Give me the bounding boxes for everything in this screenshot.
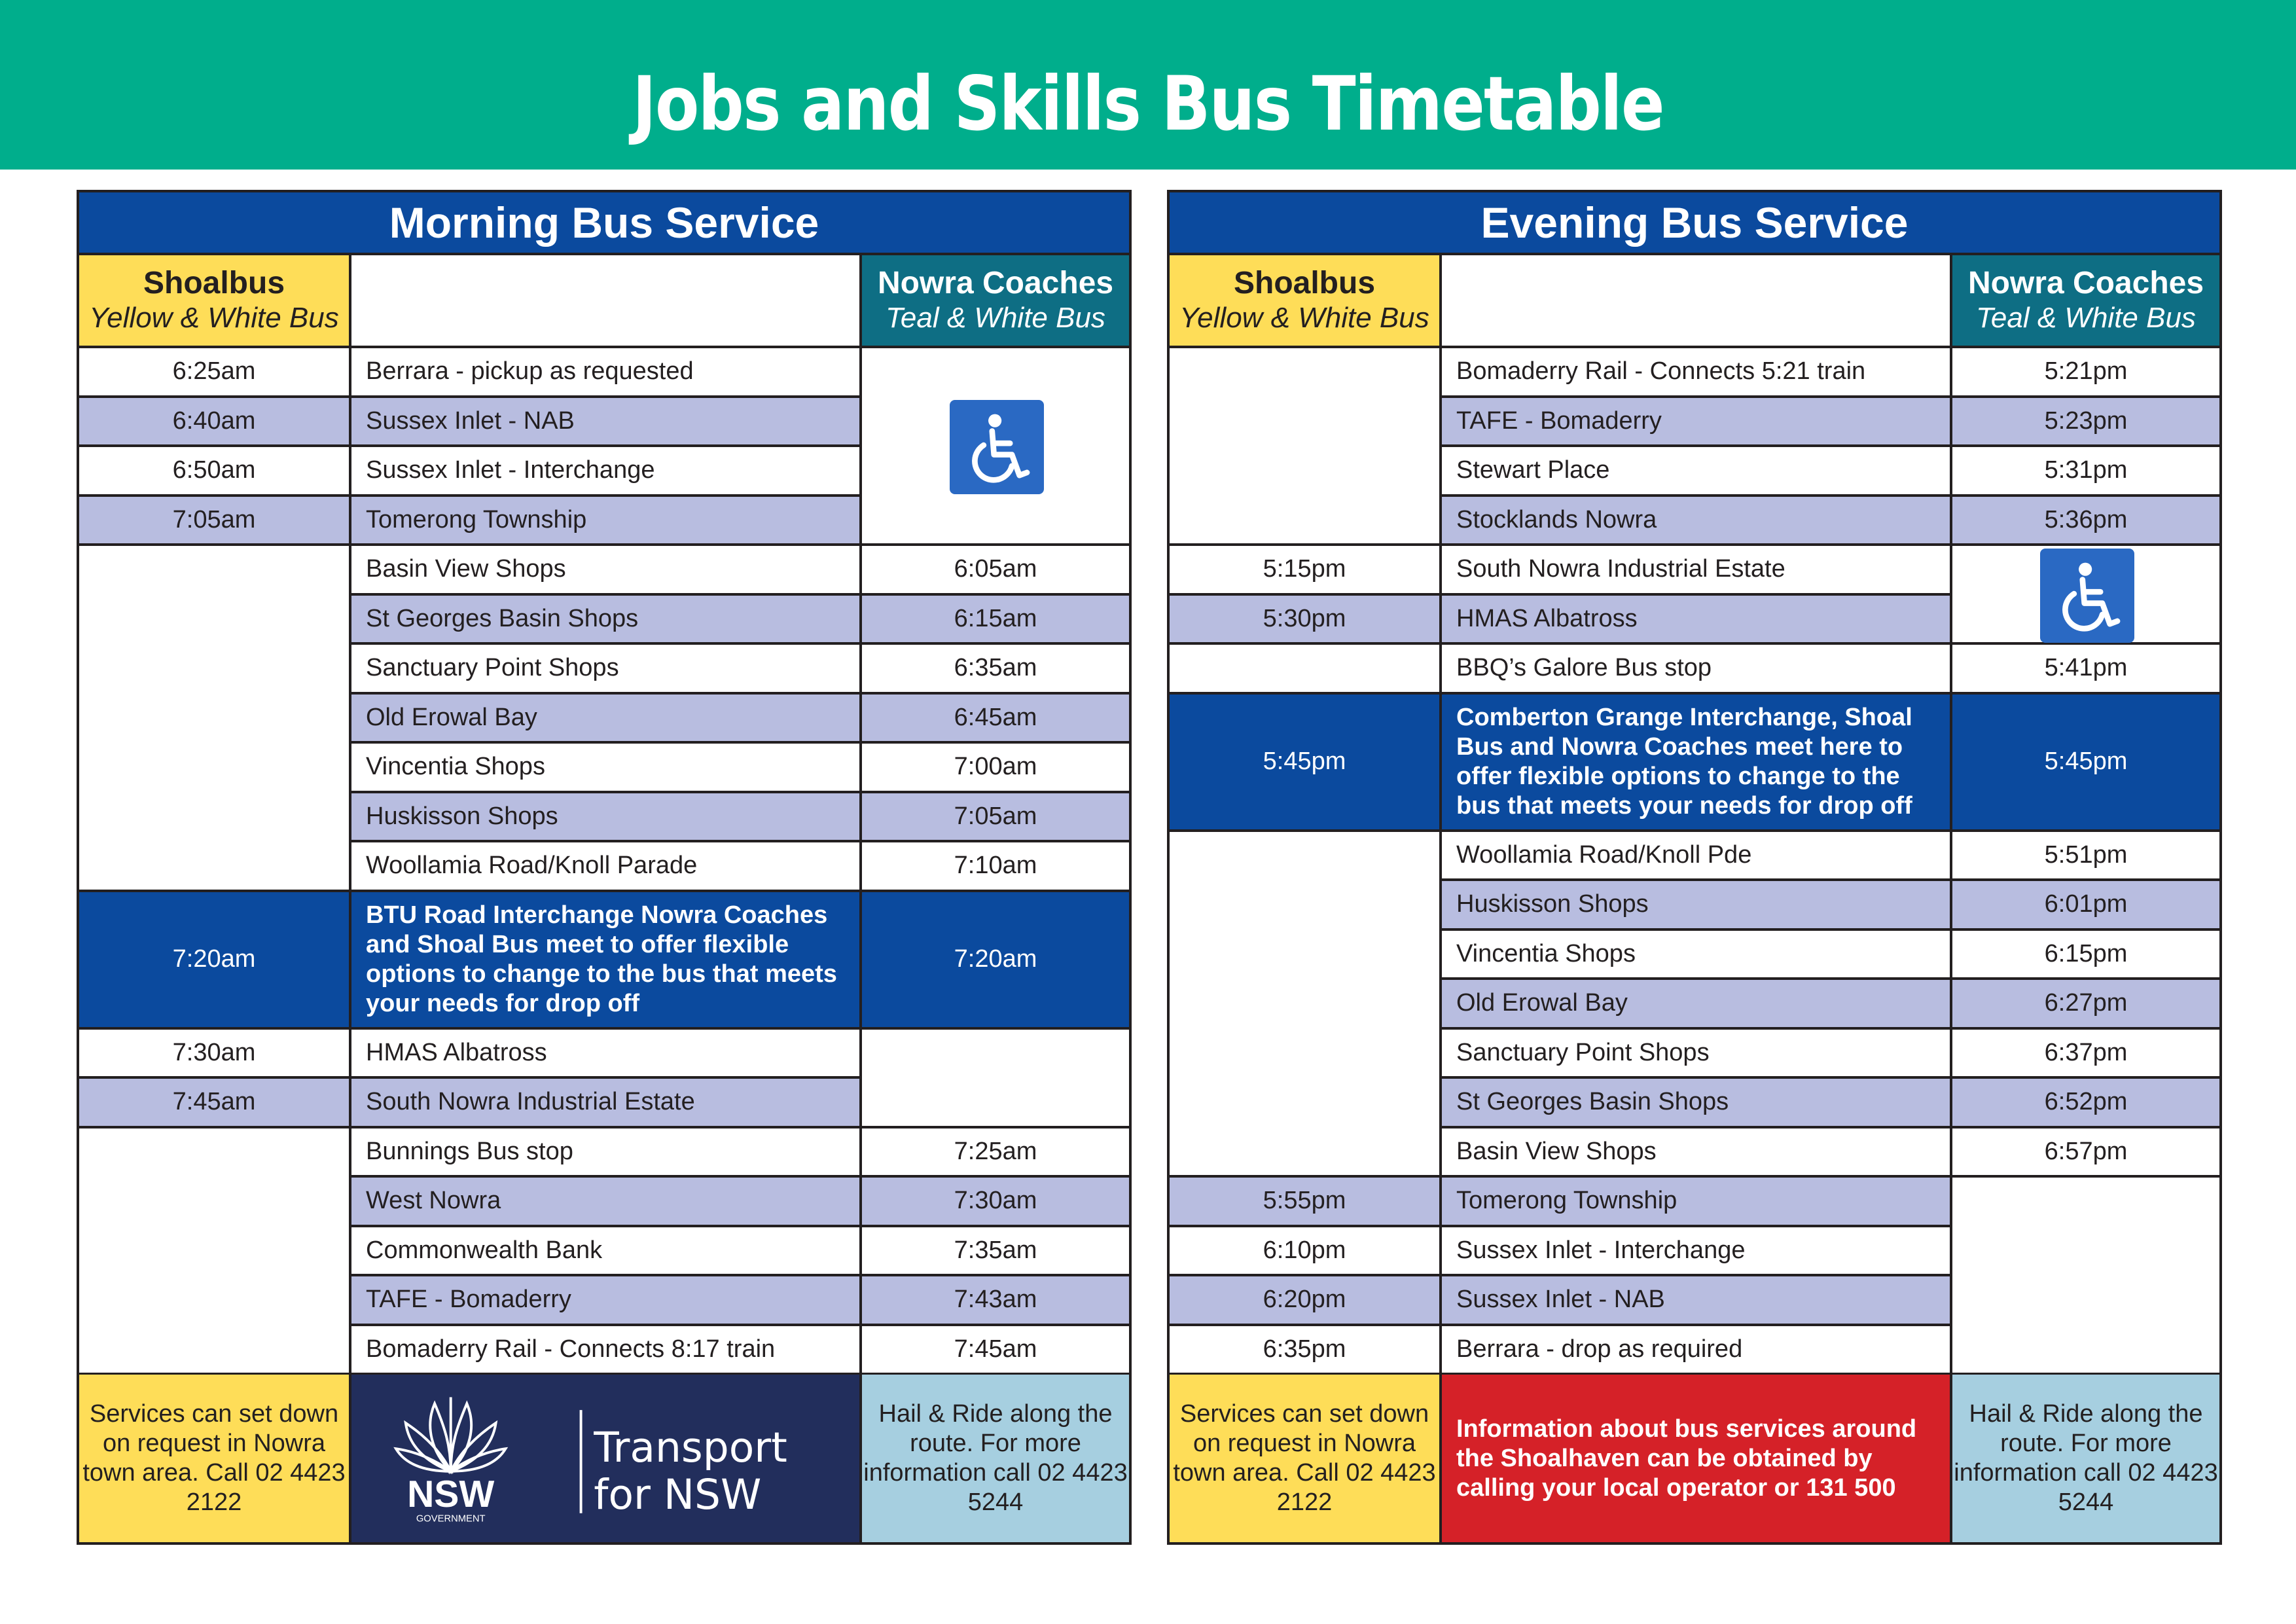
nowra-coaches-header bbox=[862, 255, 1132, 348]
stop-header-blank bbox=[351, 255, 862, 348]
nowra-coaches-name: Nowra Coaches bbox=[877, 266, 1114, 300]
shoalbus-time: 5:30pm bbox=[1170, 596, 1442, 645]
shoalbus-time: 6:10pm bbox=[1170, 1227, 1442, 1277]
shoalbus-time: 6:50am bbox=[79, 447, 351, 497]
nowra-coaches-time: 6:52pm bbox=[1952, 1079, 2222, 1128]
nowra-coaches-time: 5:31pm bbox=[1952, 447, 2222, 497]
stop-name: Bomaderry Rail - Connects 8:17 train bbox=[351, 1326, 862, 1376]
nowra-coaches-time: 7:45am bbox=[862, 1326, 1132, 1376]
nowra-empty-span bbox=[1952, 1178, 2222, 1375]
wheelchair-accessible-icon bbox=[2040, 549, 2134, 643]
stop-name: Basin View Shops bbox=[351, 546, 862, 596]
stop-name: Bomaderry Rail - Connects 5:21 train bbox=[1442, 348, 1952, 398]
stop-name: Sanctuary Point Shops bbox=[1442, 1030, 1952, 1079]
shoalbus-time: 7:20am bbox=[79, 892, 351, 1030]
stop-name: Commonwealth Bank bbox=[351, 1227, 862, 1277]
transport-for-nsw-logo bbox=[351, 1375, 862, 1545]
shoalbus-time: 5:45pm bbox=[1170, 695, 1442, 832]
shoalbus-time: 6:35pm bbox=[1170, 1326, 1442, 1376]
shoalbus-time: 7:45am bbox=[79, 1079, 351, 1128]
nowra-coaches-time: 7:00am bbox=[862, 744, 1132, 793]
nowra-coaches-time: 5:51pm bbox=[1952, 832, 2222, 882]
shoal-empty-span bbox=[1170, 645, 1442, 695]
nowra-coaches-time: 6:15pm bbox=[1952, 931, 2222, 981]
nowra-coaches-time: 7:05am bbox=[862, 793, 1132, 843]
stop-name: Huskisson Shops bbox=[1442, 881, 1952, 931]
nowra-coaches-time: 6:57pm bbox=[1952, 1128, 2222, 1178]
nowra-coaches-time: 6:05am bbox=[862, 546, 1132, 596]
nowra-coaches-time: 6:35am bbox=[862, 645, 1132, 695]
stop-name: Tomerong Township bbox=[351, 497, 862, 547]
stop-name: Comberton Grange Interchange, Shoal Bus and Nowra Coaches meet here to offer flexible options to change to the bus that meets your needs for drop off bbox=[1442, 695, 1952, 832]
set-down-info: Services can set down on request in Nowra town area. Call 02 4423 2122 bbox=[79, 1375, 351, 1545]
nowra-coaches-time: 6:27pm bbox=[1952, 980, 2222, 1030]
stop-name: BBQ’s Galore Bus stop bbox=[1442, 645, 1952, 695]
stop-name: Vincentia Shops bbox=[1442, 931, 1952, 981]
nowra-coaches-time: 7:25am bbox=[862, 1128, 1132, 1178]
stop-name: Sanctuary Point Shops bbox=[351, 645, 862, 695]
nowra-coaches-time: 5:21pm bbox=[1952, 348, 2222, 398]
nowra-coaches-time: 5:23pm bbox=[1952, 398, 2222, 448]
evening-timetable bbox=[1167, 190, 2222, 1545]
shoalbus-time: 7:30am bbox=[79, 1030, 351, 1079]
morning-timetable bbox=[77, 190, 1132, 1545]
stop-name: Old Erowal Bay bbox=[351, 695, 862, 744]
hail-and-ride-info: Hail & Ride along the route. For more information call 02 4423 5244 bbox=[1952, 1375, 2222, 1545]
stop-header-blank bbox=[1442, 255, 1952, 348]
stop-name: Sussex Inlet - Interchange bbox=[1442, 1227, 1952, 1277]
waratah-logo-icon bbox=[351, 1375, 859, 1542]
stop-name: BTU Road Interchange Nowra Coaches and Shoal Bus meet to offer flexible options to change to the bus that meets your needs for drop off bbox=[351, 892, 862, 1030]
nowra-coaches-header bbox=[1952, 255, 2222, 348]
page-title: Jobs and Skills Bus Timetable bbox=[632, 60, 1664, 147]
title-banner bbox=[0, 0, 2296, 170]
evening-title: Evening Bus Service bbox=[1170, 192, 2222, 255]
for-nsw-wordmark: for NSW bbox=[594, 1470, 762, 1519]
stop-name: West Nowra bbox=[351, 1178, 862, 1227]
nowra-coaches-time: 7:20am bbox=[862, 892, 1132, 1030]
nowra-coaches-time: 5:45pm bbox=[1952, 695, 2222, 832]
shoal-empty-span bbox=[1170, 832, 1442, 1178]
nowra-coaches-time: 6:45am bbox=[862, 695, 1132, 744]
shoalbus-time: 5:15pm bbox=[1170, 546, 1442, 596]
stop-name: HMAS Albatross bbox=[1442, 596, 1952, 645]
shoal-empty-span bbox=[1170, 348, 1442, 546]
stop-name: TAFE - Bomaderry bbox=[1442, 398, 1952, 448]
stop-name: Stewart Place bbox=[1442, 447, 1952, 497]
shoalbus-header bbox=[1170, 255, 1442, 348]
stop-name: South Nowra Industrial Estate bbox=[1442, 546, 1952, 596]
shoal-empty-span bbox=[79, 546, 351, 892]
stop-name: Bunnings Bus stop bbox=[351, 1128, 862, 1178]
shoalbus-header bbox=[79, 255, 351, 348]
stop-name: HMAS Albatross bbox=[351, 1030, 862, 1079]
nowra-coaches-name: Nowra Coaches bbox=[1967, 266, 2204, 300]
hail-and-ride-info: Hail & Ride along the route. For more information call 02 4423 5244 bbox=[862, 1375, 1132, 1545]
stop-name: Vincentia Shops bbox=[351, 744, 862, 793]
stop-name: Sussex Inlet - NAB bbox=[1442, 1276, 1952, 1326]
nowra-coaches-time: 5:36pm bbox=[1952, 497, 2222, 547]
stop-name: St Georges Basin Shops bbox=[351, 596, 862, 645]
stop-name: Berrara - pickup as requested bbox=[351, 348, 862, 398]
stop-name: Sussex Inlet - Interchange bbox=[351, 447, 862, 497]
nowra-empty-span bbox=[862, 1030, 1132, 1128]
nowra-coaches-time: 7:30am bbox=[862, 1178, 1132, 1227]
wheelchair-accessible-icon bbox=[950, 400, 1044, 494]
stop-name: South Nowra Industrial Estate bbox=[351, 1079, 862, 1128]
government-wordmark: GOVERNMENT bbox=[416, 1513, 486, 1525]
set-down-info: Services can set down on request in Nowra town area. Call 02 4423 2122 bbox=[1170, 1375, 1442, 1545]
operator-info: Information about bus services around the Shoalhaven can be obtained by calling your local operator or 131 500 bbox=[1442, 1375, 1952, 1545]
nowra-coaches-time: 6:37pm bbox=[1952, 1030, 2222, 1079]
nowra-coaches-time: 7:10am bbox=[862, 842, 1132, 892]
nowra-coaches-subtitle: Teal & White Bus bbox=[1976, 302, 2196, 334]
stop-name: Berrara - drop as required bbox=[1442, 1326, 1952, 1376]
stop-name: Basin View Shops bbox=[1442, 1128, 1952, 1178]
stop-name: TAFE - Bomaderry bbox=[351, 1276, 862, 1326]
stop-name: Sussex Inlet - NAB bbox=[351, 398, 862, 448]
nsw-wordmark: NSW bbox=[407, 1473, 495, 1515]
stop-name: Stocklands Nowra bbox=[1442, 497, 1952, 547]
transport-wordmark: Transport bbox=[594, 1423, 787, 1471]
shoal-empty-span bbox=[79, 1128, 351, 1376]
shoalbus-time: 6:40am bbox=[79, 398, 351, 448]
shoalbus-time: 7:05am bbox=[79, 497, 351, 547]
nowra-coaches-subtitle: Teal & White Bus bbox=[886, 302, 1105, 334]
stop-name: Woollamia Road/Knoll Pde bbox=[1442, 832, 1952, 882]
nowra-coaches-time: 7:35am bbox=[862, 1227, 1132, 1277]
stop-name: Huskisson Shops bbox=[351, 793, 862, 843]
shoalbus-time: 5:55pm bbox=[1170, 1178, 1442, 1227]
nowra-coaches-time: 5:41pm bbox=[1952, 645, 2222, 695]
shoalbus-name: Shoalbus bbox=[143, 266, 285, 300]
nowra-coaches-time: 6:15am bbox=[862, 596, 1132, 645]
shoalbus-time: 6:20pm bbox=[1170, 1276, 1442, 1326]
stop-name: Woollamia Road/Knoll Parade bbox=[351, 842, 862, 892]
stop-name: Tomerong Township bbox=[1442, 1178, 1952, 1227]
shoalbus-time: 6:25am bbox=[79, 348, 351, 398]
shoalbus-subtitle: Yellow & White Bus bbox=[89, 302, 339, 334]
shoalbus-name: Shoalbus bbox=[1233, 266, 1376, 300]
nowra-coaches-time: 6:01pm bbox=[1952, 881, 2222, 931]
nowra-coaches-time: 7:43am bbox=[862, 1276, 1132, 1326]
shoalbus-subtitle: Yellow & White Bus bbox=[1179, 302, 1429, 334]
stop-name: Old Erowal Bay bbox=[1442, 980, 1952, 1030]
morning-title: Morning Bus Service bbox=[79, 192, 1132, 255]
stop-name: St Georges Basin Shops bbox=[1442, 1079, 1952, 1128]
